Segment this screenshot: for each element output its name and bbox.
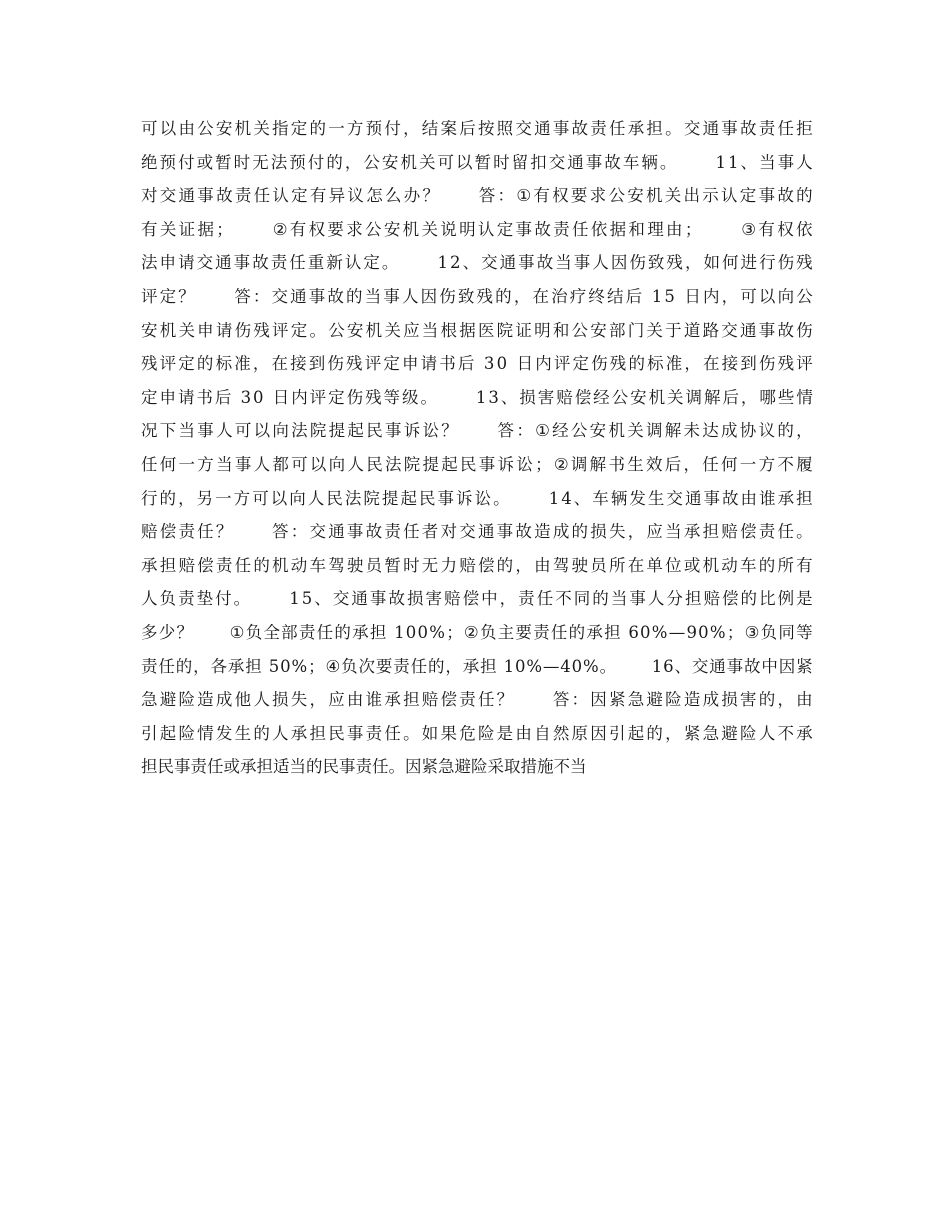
text-line: 况 下 当 事 人 可 以 向 法 院 提 起 民 事 诉 讼 ？ 答 ： ① 经 公 安 机 关 调 解 未 达 成 协 议 的 ， bbox=[141, 421, 813, 441]
text-line: 定 申 请 书 后 3 0 日 内 评 定 伤 残 等 级 。 1 3 、 损 害 赔 偿 经 公 安 机 关 调 解 后 ， 哪 些 情 bbox=[141, 387, 813, 407]
text-line: 多 少 ？ ① 负 全 部 责 任 的 承 担 1 0 0 % ； ② 负 主 要 责 任 的 承 担 6 0 % — 9 0 % ； ③ 负 同 等 bbox=[141, 622, 813, 642]
text-line: 绝 预 付 或 暂 时 无 法 预 付 的 ， 公 安 机 关 可 以 暂 时 留 扣 交 通 事 故 车 辆 。 1 1 、 当 事 人 bbox=[141, 152, 813, 172]
text-line: 担民事责任或承担适当的民事责任。因紧急避险采取措施不当 bbox=[141, 757, 587, 777]
text-line: 人 负 责 垫 付 。 1 5 、 交 通 事 故 损 害 赔 偿 中 ， 责 任 不 同 的 当 事 人 分 担 赔 偿 的 比 例 是 bbox=[141, 589, 813, 609]
text-line: 安 机 关 申 请 伤 残 评 定 。 公 安 机 关 应 当 根 据 医 院 证 明 和 公 安 部 门 关 于 道 路 交 通 事 故 伤 bbox=[141, 320, 813, 340]
text-line: 赔 偿 责 任 ？ 答 ： 交 通 事 故 责 任 者 对 交 通 事 故 造 成 的 损 失 ， 应 当 承 担 赔 偿 责 任 。 bbox=[141, 522, 813, 542]
text-line: 急 避 险 造 成 他 人 损 失 ， 应 由 谁 承 担 赔 偿 责 任 ？ 答 ： 因 紧 急 避 险 造 成 损 害 的 ， 由 bbox=[141, 690, 813, 710]
text-line: 行 的 ， 另 一 方 可 以 向 人 民 法 院 提 起 民 事 诉 讼 。 1 4 、 车 辆 发 生 交 通 事 故 由 谁 承 担 bbox=[141, 488, 813, 508]
text-line: 可 以 由 公 安 机 关 指 定 的 一 方 预 付 ， 结 案 后 按 照 交 通 事 故 责 任 承 担 。 交 通 事 故 责 任 拒 bbox=[141, 119, 813, 138]
body-text bbox=[141, 112, 813, 784]
text-line: 对 交 通 事 故 责 任 认 定 有 异 议 怎 么 办 ？ 答 ： ① 有 权 要 求 公 安 机 关 出 示 认 定 事 故 的 bbox=[141, 186, 813, 206]
text-line: 有 关 证 据 ； ② 有 权 要 求 公 安 机 关 说 明 认 定 事 故 责 任 依 据 和 理 由 ； ③ 有 权 依 bbox=[141, 219, 813, 239]
text-line: 法 申 请 交 通 事 故 责 任 重 新 认 定 。 1 2 、 交 通 事 故 当 事 人 因 伤 致 残 ， 如 何 进 行 伤 残 bbox=[141, 253, 813, 273]
text-line: 引 起 险 情 发 生 的 人 承 担 民 事 责 任 。 如 果 危 险 是 由 自 然 原 因 引 起 的 ， 紧 急 避 险 人 不 承 bbox=[141, 723, 813, 743]
text-line: 承 担 赔 偿 责 任 的 机 动 车 驾 驶 员 暂 时 无 力 赔 偿 的 ， 由 驾 驶 员 所 在 单 位 或 机 动 车 的 所 有 bbox=[141, 555, 813, 575]
text-line: 责 任 的 ， 各 承 担 5 0 % ； ④ 负 次 要 责 任 的 ， 承 担 1 0 % — 4 0 % 。 1 6 、 交 通 事 故 中 因 紧 bbox=[141, 656, 813, 676]
text-line: 任 何 一 方 当 事 人 都 可 以 向 人 民 法 院 提 起 民 事 诉 讼 ； ② 调 解 书 生 效 后 ， 任 何 一 方 不 履 bbox=[141, 454, 813, 474]
text-line: 评 定 ？ 答 ： 交 通 事 故 的 当 事 人 因 伤 致 残 的 ， 在 治 疗 终 结 后 1 5 日 内 ， 可 以 向 公 bbox=[141, 286, 813, 306]
text-line: 残 评 定 的 标 准 ， 在 接 到 伤 残 评 定 申 请 书 后 3 0 日 内 评 定 伤 残 的 标 准 ， 在 接 到 伤 残 评 bbox=[141, 354, 813, 374]
